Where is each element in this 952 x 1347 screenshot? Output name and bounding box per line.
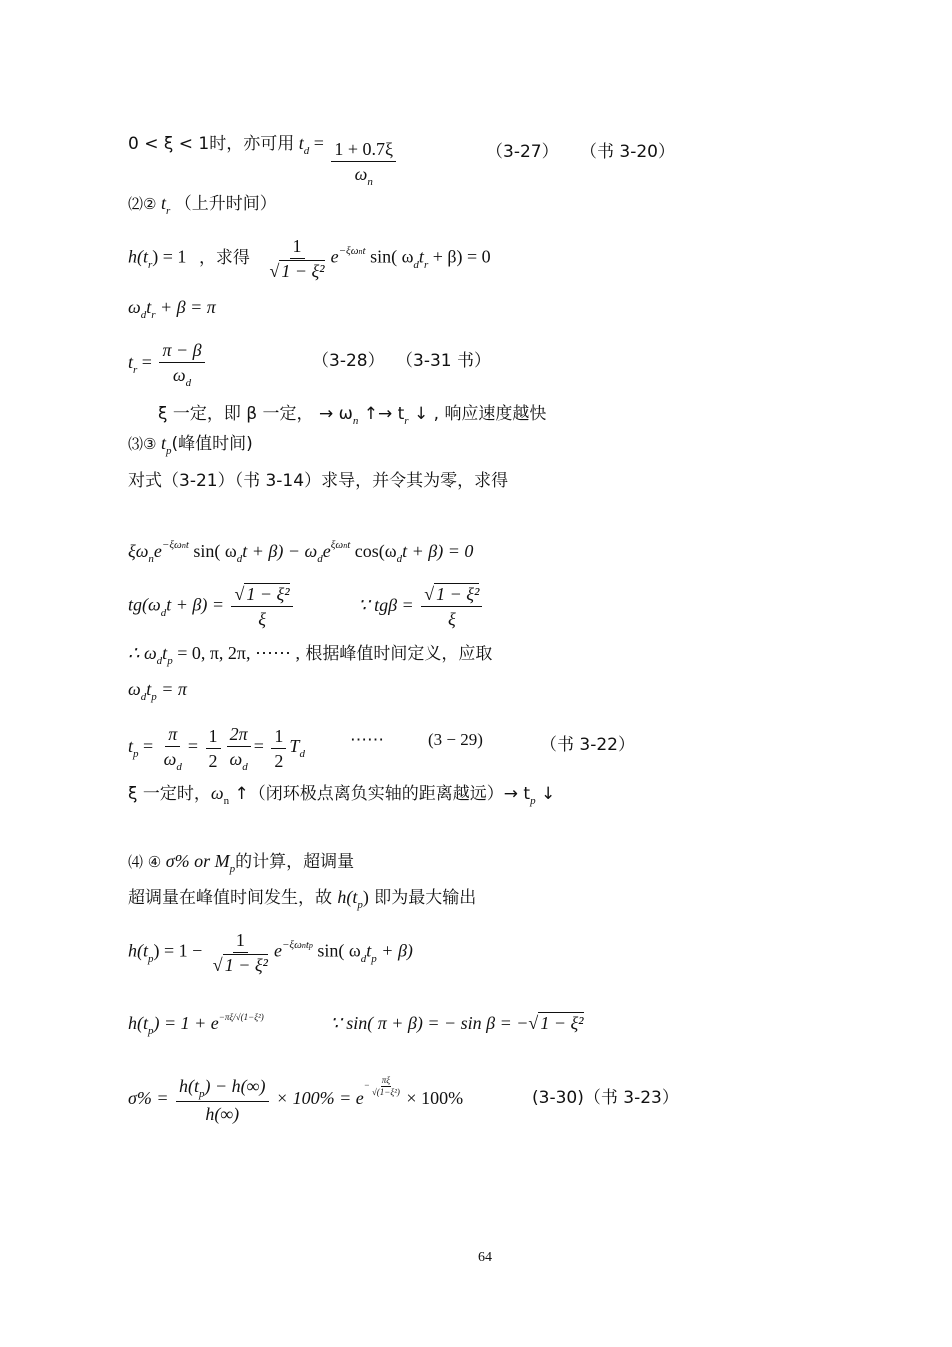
equation-3-27: 0 < ξ < 1时，亦可用 $t_d$ = $\frac{1 + 0.7\xi}{\omega_n}$	[128, 132, 399, 187]
equation-wd-tp: $\omega_dt_p = \pi$	[128, 679, 187, 703]
section-heading-peak-time: ⑶③ $t_p$(峰值时间)	[128, 433, 253, 457]
page-number: 64	[478, 1250, 492, 1265]
ellipsis: ⋯⋯	[350, 730, 384, 749]
section-heading-rise-time: ⑵② $t_r$ （上升时间）	[128, 193, 277, 217]
equation-3-30: σ% = $\frac{h(t_p) - h(\infty)}{h(\infty)}$ × $100\% = e^{- \frac{\pi\xi}{\text{√(1−ξ²)}}}$ × 100%	[128, 1074, 464, 1124]
fraction: $\frac{1}{2}$	[271, 726, 286, 771]
equation-h-tp-2: $h(t_p) = 1 + e^{-\pi\xi/√(1-\xi^2)}$ ∵ sin( π + β) = − sin β = −√ 1 − ξ²	[128, 1012, 584, 1037]
book-reference: （3-31 书）	[396, 351, 491, 371]
book-reference: （书 3-20）	[580, 142, 675, 162]
fraction: $\frac{\text{√ 1 − ξ²}}{\xi}$	[231, 584, 292, 629]
xi-constant-note: ξ 一定，即 β 一定， → $\omega_n$ ↑→ $t_r$ ↓ , 响应速度越快	[158, 404, 547, 427]
fraction: $\frac{2\pi}{\omega_d}$	[227, 724, 251, 772]
equation-therefore: ∴ $\omega_dt_p = 0$, π, 2π, ⋯⋯ , 根据峰值时间定义，应取	[128, 643, 493, 667]
fraction: $\frac{\text{√ 1 − ξ²}}{\xi}$	[421, 584, 482, 629]
equation-tag: （3-27）	[486, 142, 559, 162]
fraction: $\frac{1}{2}$	[206, 726, 221, 771]
equation-3-29: $t_p$ = $\frac{\pi}{\omega_d}$ = $\frac{1}{2}$ $\frac{2\pi}{\omega_d}$ = $\frac{1}{2}$ $T_d$	[128, 724, 305, 773]
xi-constant-note-2: ξ 一定时，$\omega_n$ ↑（闭环极点离负实轴的距离越远）→ $t_p$ ↓	[128, 783, 556, 807]
derivation-text: 对式（3-21）（书 3-14）求导，并令其为零，求得	[128, 471, 509, 491]
fraction: $\frac{\pi - \beta}{\omega_d}$	[159, 340, 204, 388]
equation-h-tp-1: $h(t_p) = 1$ − $\frac{1}{\text{√ 1 − ξ²}}$ $e^{-\xi\omega ntp}$ sin( $\omega_dt_p + \beta$)	[128, 930, 413, 975]
equation-tag: (3-30)（书 3-23）	[532, 1088, 679, 1108]
equation-wd-tr: $\omega_dt_r + \beta = \pi$	[128, 297, 216, 321]
fraction: $\frac{1}{\text{√ 1 − ξ²}}$	[269, 236, 325, 281]
fraction: $\frac{1}{\text{√ 1 − ξ²}}$	[212, 930, 268, 975]
overshoot-text: 超调量在峰值时间发生，故 $h(t_p)$ 即为最大输出	[128, 887, 477, 911]
equation-h-tr: $h(t_r) = 1$ ，求得 $\frac{1}{\text{√ 1 − ξ²}}$ $e^{-\xi\omega nt}$ sin( $\omega_dt_r + \beta) = 0$	[128, 236, 491, 281]
equation-tag: （3-28）	[312, 351, 385, 371]
equation-tangent: $tg(\omega_dt + \beta)$ = $\frac{\text{√ 1 − ξ²}}{\xi}$ ∵ tgβ = $\frac{\text{√ 1 − ξ²}}{\xi}$	[128, 584, 485, 629]
equation-3-28: $t_r$ = $\frac{\pi - \beta}{\omega_d}$	[128, 340, 208, 388]
equation-tag: (3 − 29)	[428, 730, 483, 749]
section-heading-overshoot: ⑷ ④ σ% or $M_p$的计算，超调量	[128, 851, 355, 875]
book-reference: （书 3-22）	[540, 735, 635, 755]
fraction: $\frac{h(t_p) - h(\infty)}{h(\infty)}$	[176, 1076, 268, 1124]
fraction: $\frac{1 + 0.7\xi}{\omega_n}$	[331, 139, 396, 187]
equation-derivative: $\xi\omega_ne^{-\xi\omega nt}$ sin( $\omega_dt + \beta) - \omega_de^{\xi\omega nt}$ $\cos(\omega_dt + \beta) = 0$	[128, 539, 474, 565]
fraction: $\frac{\pi}{\omega_d}$	[163, 724, 182, 773]
